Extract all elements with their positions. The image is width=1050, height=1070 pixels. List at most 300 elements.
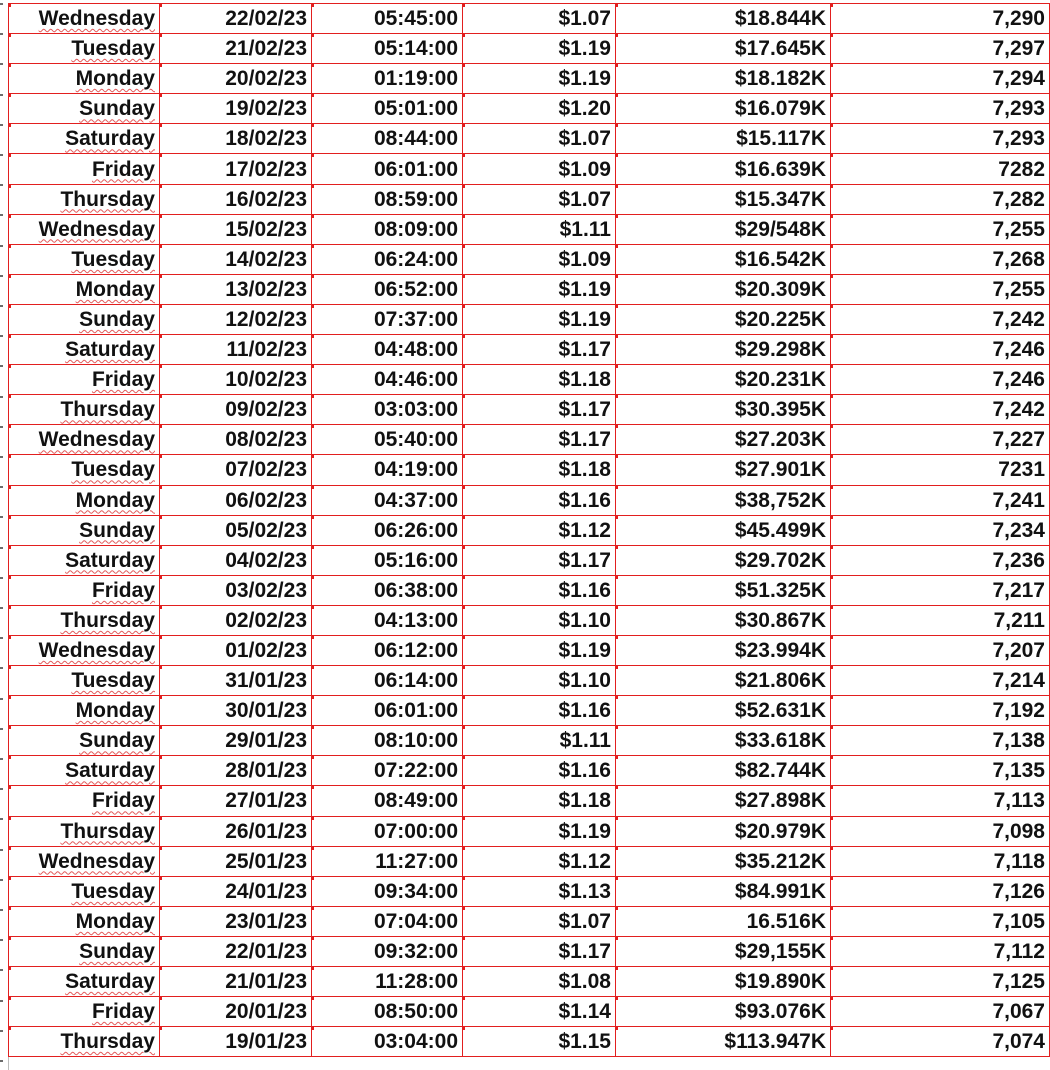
price-cell[interactable]: $1.19 [463, 34, 616, 64]
weekday-cell[interactable] [9, 124, 160, 154]
time-cell[interactable]: 09:34:00 [312, 876, 463, 906]
time-cell[interactable]: 08:59:00 [312, 184, 463, 214]
table-row [9, 304, 1050, 334]
count-cell[interactable]: 7,217 [831, 575, 1050, 605]
weekday-cell[interactable] [9, 244, 160, 274]
row-divider-tick [0, 849, 3, 851]
time-cell[interactable]: 05:40:00 [312, 425, 463, 455]
weekday-text: Wednesday [38, 428, 155, 452]
weekday-text: Friday [91, 789, 155, 813]
weekday-cell[interactable] [9, 635, 160, 665]
row-divider-tick [0, 365, 3, 367]
weekday-cell[interactable] [9, 605, 160, 635]
weekday-cell[interactable] [9, 666, 160, 696]
count-cell[interactable]: 7,067 [831, 997, 1050, 1027]
count-cell[interactable]: 7,297 [831, 34, 1050, 64]
time-cell[interactable]: 05:16:00 [312, 545, 463, 575]
price-cell[interactable]: $1.07 [463, 4, 616, 34]
date-cell[interactable]: 06/02/23 [160, 485, 312, 515]
row-divider-tick [0, 969, 3, 971]
weekday-text: Thursday [60, 187, 155, 211]
table-row [9, 726, 1050, 756]
price-cell[interactable]: $1.14 [463, 997, 616, 1027]
count-cell[interactable]: 7,294 [831, 64, 1050, 94]
date-cell[interactable]: 19/02/23 [160, 94, 312, 124]
time-cell[interactable]: 08:49:00 [312, 786, 463, 816]
time-cell[interactable]: 06:01:00 [312, 696, 463, 726]
row-divider-tick [0, 758, 3, 760]
weekday-text: Tuesday [71, 458, 155, 482]
count-cell[interactable]: 7,236 [831, 545, 1050, 575]
price-cell[interactable]: $1.18 [463, 786, 616, 816]
date-cell[interactable]: 12/02/23 [160, 304, 312, 334]
weekday-text: Wednesday [38, 849, 155, 873]
row-divider-tick [0, 818, 3, 820]
table-row [9, 635, 1050, 665]
time-cell[interactable]: 06:12:00 [312, 635, 463, 665]
price-cell[interactable]: $1.09 [463, 154, 616, 184]
date-cell[interactable]: 05/02/23 [160, 515, 312, 545]
price-cell[interactable]: $1.16 [463, 485, 616, 515]
date-cell[interactable]: 28/01/23 [160, 756, 312, 786]
table-row [9, 997, 1050, 1027]
weekday-cell[interactable] [9, 756, 160, 786]
weekday-text: Monday [75, 699, 155, 723]
table-row [9, 455, 1050, 485]
count-cell[interactable]: 7,211 [831, 605, 1050, 635]
time-cell[interactable]: 07:00:00 [312, 816, 463, 846]
row-divider-tick [0, 728, 3, 730]
row-divider-tick [0, 667, 3, 669]
count-cell[interactable]: 7,290 [831, 4, 1050, 34]
price-cell[interactable]: $1.16 [463, 756, 616, 786]
count-cell[interactable]: 7,242 [831, 304, 1050, 334]
time-cell[interactable]: 04:13:00 [312, 605, 463, 635]
date-cell[interactable]: 13/02/23 [160, 274, 312, 304]
row-divider-tick [0, 1060, 3, 1062]
table-row [9, 365, 1050, 395]
price-cell[interactable]: $1.17 [463, 545, 616, 575]
count-cell[interactable]: 7,207 [831, 635, 1050, 665]
volume-cell[interactable]: $20.225K [616, 304, 831, 334]
volume-cell[interactable]: $18.844K [616, 4, 831, 34]
date-cell[interactable]: 21/01/23 [160, 967, 312, 997]
row-divider-tick [0, 486, 3, 488]
count-cell[interactable]: 7,125 [831, 967, 1050, 997]
volume-cell[interactable]: $45.499K [616, 515, 831, 545]
table-row [9, 425, 1050, 455]
weekday-cell[interactable] [9, 786, 160, 816]
date-cell[interactable]: 14/02/23 [160, 244, 312, 274]
weekday-text: Saturday [65, 970, 155, 994]
volume-cell[interactable]: $84.991K [616, 876, 831, 906]
weekday-text: Monday [75, 67, 155, 91]
count-cell[interactable]: 7231 [831, 455, 1050, 485]
weekday-cell[interactable] [9, 967, 160, 997]
volume-cell[interactable]: $27.898K [616, 786, 831, 816]
weekday-text: Friday [91, 368, 155, 392]
date-cell[interactable]: 07/02/23 [160, 455, 312, 485]
count-cell[interactable]: 7,234 [831, 515, 1050, 545]
volume-cell[interactable]: $20.309K [616, 274, 831, 304]
table-row [9, 154, 1050, 184]
time-cell[interactable]: 04:19:00 [312, 455, 463, 485]
table-row [9, 906, 1050, 936]
volume-cell[interactable]: $20.979K [616, 816, 831, 846]
price-cell[interactable]: $1.13 [463, 876, 616, 906]
date-cell[interactable]: 21/02/23 [160, 34, 312, 64]
volume-cell[interactable]: $27.203K [616, 425, 831, 455]
table-row [9, 967, 1050, 997]
date-cell[interactable]: 03/02/23 [160, 575, 312, 605]
count-cell[interactable]: 7,135 [831, 756, 1050, 786]
price-cell[interactable]: $1.10 [463, 605, 616, 635]
weekday-text: Thursday [60, 398, 155, 422]
date-cell[interactable]: 30/01/23 [160, 696, 312, 726]
weekday-cell[interactable] [9, 274, 160, 304]
table-row [9, 786, 1050, 816]
weekday-text: Sunday [79, 729, 155, 753]
table-row [9, 244, 1050, 274]
time-cell[interactable]: 06:38:00 [312, 575, 463, 605]
weekday-cell[interactable] [9, 696, 160, 726]
count-cell[interactable]: 7,126 [831, 876, 1050, 906]
date-cell[interactable]: 27/01/23 [160, 786, 312, 816]
price-cell[interactable]: $1.19 [463, 304, 616, 334]
row-divider-tick [0, 305, 3, 307]
volume-cell[interactable]: $29.702K [616, 545, 831, 575]
row-divider-tick [0, 577, 3, 579]
date-cell[interactable]: 16/02/23 [160, 184, 312, 214]
table-row [9, 214, 1050, 244]
price-cell[interactable]: $1.20 [463, 94, 616, 124]
weekday-text: Sunday [79, 518, 155, 542]
weekday-cell[interactable] [9, 936, 160, 966]
time-cell[interactable]: 07:04:00 [312, 906, 463, 936]
weekday-text: Sunday [79, 939, 155, 963]
volume-cell[interactable]: $30.867K [616, 605, 831, 635]
time-cell[interactable]: 05:01:00 [312, 94, 463, 124]
weekday-text: Tuesday [71, 37, 155, 61]
weekday-cell[interactable] [9, 94, 160, 124]
table-row [9, 335, 1050, 365]
row-divider-tick [0, 396, 3, 398]
weekday-cell[interactable] [9, 575, 160, 605]
volume-cell[interactable]: $27.901K [616, 455, 831, 485]
count-cell[interactable]: 7,242 [831, 395, 1050, 425]
table-row [9, 395, 1050, 425]
price-cell[interactable]: $1.19 [463, 274, 616, 304]
count-cell[interactable]: 7,112 [831, 936, 1050, 966]
weekday-cell[interactable] [9, 34, 160, 64]
time-cell[interactable]: 05:14:00 [312, 34, 463, 64]
weekday-cell[interactable] [9, 335, 160, 365]
weekday-text: Tuesday [71, 879, 155, 903]
weekday-text: Thursday [60, 608, 155, 632]
row-divider-tick [0, 124, 3, 126]
count-cell[interactable]: 7,227 [831, 425, 1050, 455]
volume-cell[interactable]: $17.645K [616, 34, 831, 64]
weekday-text: Wednesday [38, 7, 155, 31]
count-cell[interactable]: 7,246 [831, 335, 1050, 365]
volume-cell[interactable]: $30.395K [616, 395, 831, 425]
date-cell[interactable]: 18/02/23 [160, 124, 312, 154]
time-cell[interactable]: 09:32:00 [312, 936, 463, 966]
price-cell[interactable]: $1.12 [463, 515, 616, 545]
table-row [9, 34, 1050, 64]
row-divider-tick [0, 335, 3, 337]
time-cell[interactable]: 06:01:00 [312, 154, 463, 184]
weekday-cell[interactable] [9, 485, 160, 515]
date-cell[interactable]: 29/01/23 [160, 726, 312, 756]
date-cell[interactable]: 22/02/23 [160, 4, 312, 34]
row-divider-tick [0, 516, 3, 518]
time-cell[interactable]: 07:37:00 [312, 304, 463, 334]
weekday-text: Friday [91, 578, 155, 602]
time-cell[interactable]: 05:45:00 [312, 4, 463, 34]
date-cell[interactable]: 17/02/23 [160, 154, 312, 184]
price-cell[interactable]: $1.16 [463, 696, 616, 726]
volume-cell[interactable]: $93.076K [616, 997, 831, 1027]
count-cell[interactable]: 7,255 [831, 274, 1050, 304]
weekday-cell[interactable] [9, 515, 160, 545]
weekday-text: Friday [91, 1000, 155, 1024]
weekday-text: Saturday [65, 127, 155, 151]
time-cell[interactable]: 04:48:00 [312, 335, 463, 365]
weekday-cell[interactable] [9, 876, 160, 906]
price-cell[interactable]: $1.09 [463, 244, 616, 274]
row-divider-tick [0, 879, 3, 881]
volume-cell[interactable]: $18.182K [616, 64, 831, 94]
date-cell[interactable]: 02/02/23 [160, 605, 312, 635]
row-divider-tick [0, 94, 3, 96]
date-cell[interactable]: 11/02/23 [160, 335, 312, 365]
row-divider-tick [0, 245, 3, 247]
date-cell[interactable]: 08/02/23 [160, 425, 312, 455]
row-divider-tick [0, 456, 3, 458]
volume-cell[interactable]: $33.618K [616, 726, 831, 756]
date-cell[interactable]: 22/01/23 [160, 936, 312, 966]
date-cell[interactable]: 31/01/23 [160, 666, 312, 696]
count-cell[interactable]: 7,098 [831, 816, 1050, 846]
price-cell[interactable]: $1.19 [463, 64, 616, 94]
time-cell[interactable]: 04:37:00 [312, 485, 463, 515]
row-divider-tick [0, 637, 3, 639]
weekday-cell[interactable] [9, 1027, 160, 1057]
weekday-cell[interactable] [9, 997, 160, 1027]
date-cell[interactable]: 01/02/23 [160, 635, 312, 665]
weekday-text: Tuesday [71, 247, 155, 271]
volume-cell[interactable]: $15.347K [616, 184, 831, 214]
volume-cell[interactable]: $21.806K [616, 666, 831, 696]
weekday-text: Saturday [65, 759, 155, 783]
time-cell[interactable]: 06:24:00 [312, 244, 463, 274]
volume-cell[interactable]: $38,752K [616, 485, 831, 515]
price-cell[interactable]: $1.08 [463, 967, 616, 997]
price-cell[interactable]: $1.17 [463, 335, 616, 365]
table-row [9, 485, 1050, 515]
time-cell[interactable]: 11:28:00 [312, 967, 463, 997]
count-cell[interactable]: 7,074 [831, 1027, 1050, 1057]
table-row [9, 936, 1050, 966]
table-row [9, 1027, 1050, 1057]
price-cell[interactable]: $1.11 [463, 726, 616, 756]
date-cell[interactable]: 25/01/23 [160, 846, 312, 876]
time-cell[interactable]: 03:03:00 [312, 395, 463, 425]
weekday-cell[interactable] [9, 4, 160, 34]
weekday-cell[interactable] [9, 455, 160, 485]
price-cell[interactable]: $1.17 [463, 936, 616, 966]
data-grid [8, 3, 1050, 1057]
price-cell[interactable]: $1.07 [463, 124, 616, 154]
volume-cell[interactable]: $51.325K [616, 575, 831, 605]
weekday-text: Wednesday [38, 639, 155, 663]
weekday-cell[interactable] [9, 906, 160, 936]
time-cell[interactable]: 06:14:00 [312, 666, 463, 696]
count-cell[interactable]: 7,255 [831, 214, 1050, 244]
time-cell[interactable]: 03:04:00 [312, 1027, 463, 1057]
price-cell[interactable]: $1.19 [463, 816, 616, 846]
weekday-text: Thursday [60, 1030, 155, 1054]
volume-cell[interactable]: 16.516K [616, 906, 831, 936]
price-cell[interactable]: $1.10 [463, 666, 616, 696]
volume-cell[interactable]: $23.994K [616, 635, 831, 665]
date-cell[interactable]: 24/01/23 [160, 876, 312, 906]
row-divider-tick [0, 607, 3, 609]
row-divider-tick [0, 788, 3, 790]
weekday-cell[interactable] [9, 846, 160, 876]
volume-cell[interactable]: $16.639K [616, 154, 831, 184]
price-cell[interactable]: $1.07 [463, 184, 616, 214]
price-cell[interactable]: $1.17 [463, 425, 616, 455]
price-cell[interactable]: $1.17 [463, 395, 616, 425]
time-cell[interactable]: 07:22:00 [312, 756, 463, 786]
date-cell[interactable]: 15/02/23 [160, 214, 312, 244]
volume-cell[interactable]: $16.542K [616, 244, 831, 274]
price-cell[interactable]: $1.15 [463, 1027, 616, 1057]
volume-cell[interactable]: $29.298K [616, 335, 831, 365]
count-cell[interactable]: 7,113 [831, 786, 1050, 816]
row-divider-tick [0, 426, 3, 428]
weekday-cell[interactable] [9, 184, 160, 214]
volume-cell[interactable]: $82.744K [616, 756, 831, 786]
weekday-cell[interactable] [9, 726, 160, 756]
time-cell[interactable]: 08:10:00 [312, 726, 463, 756]
row-divider-tick [0, 154, 3, 156]
row-divider-tick [0, 214, 3, 216]
date-cell[interactable]: 20/02/23 [160, 64, 312, 94]
date-cell[interactable]: 09/02/23 [160, 395, 312, 425]
weekday-text: Sunday [79, 307, 155, 331]
date-cell[interactable]: 23/01/23 [160, 906, 312, 936]
grid-body [9, 4, 1050, 1057]
table-row [9, 816, 1050, 846]
weekday-cell[interactable] [9, 425, 160, 455]
volume-cell[interactable]: $20.231K [616, 365, 831, 395]
volume-cell[interactable]: $52.631K [616, 696, 831, 726]
count-cell[interactable]: 7,293 [831, 94, 1050, 124]
count-cell[interactable]: 7,105 [831, 906, 1050, 936]
table-row [9, 4, 1050, 34]
time-cell[interactable]: 08:09:00 [312, 214, 463, 244]
price-cell[interactable]: $1.19 [463, 635, 616, 665]
time-cell[interactable]: 06:52:00 [312, 274, 463, 304]
volume-cell[interactable]: $19.890K [616, 967, 831, 997]
time-cell[interactable]: 01:19:00 [312, 64, 463, 94]
count-cell[interactable]: 7,241 [831, 485, 1050, 515]
weekday-cell[interactable] [9, 816, 160, 846]
date-cell[interactable]: 26/01/23 [160, 816, 312, 846]
time-cell[interactable]: 08:44:00 [312, 124, 463, 154]
price-cell[interactable]: $1.11 [463, 214, 616, 244]
time-cell[interactable]: 08:50:00 [312, 997, 463, 1027]
table-row [9, 515, 1050, 545]
volume-cell[interactable]: $16.079K [616, 94, 831, 124]
weekday-cell[interactable] [9, 64, 160, 94]
row-divider-tick [0, 909, 3, 911]
volume-cell[interactable]: $35.212K [616, 846, 831, 876]
table-row [9, 756, 1050, 786]
row-divider-tick [0, 1000, 3, 1002]
volume-cell[interactable]: $15.117K [616, 124, 831, 154]
date-cell[interactable]: 10/02/23 [160, 365, 312, 395]
date-cell[interactable]: 19/01/23 [160, 1027, 312, 1057]
weekday-cell[interactable] [9, 545, 160, 575]
count-cell[interactable]: 7,138 [831, 726, 1050, 756]
volume-cell[interactable]: $113.947K [616, 1027, 831, 1057]
weekday-cell[interactable] [9, 395, 160, 425]
row-divider-tick [0, 3, 3, 5]
weekday-text: Sunday [79, 97, 155, 121]
count-cell[interactable]: 7,214 [831, 666, 1050, 696]
count-cell[interactable]: 7,192 [831, 696, 1050, 726]
weekday-cell[interactable] [9, 214, 160, 244]
count-cell[interactable]: 7282 [831, 154, 1050, 184]
date-cell[interactable]: 04/02/23 [160, 545, 312, 575]
count-cell[interactable]: 7,118 [831, 846, 1050, 876]
price-cell[interactable]: $1.07 [463, 906, 616, 936]
date-cell[interactable]: 20/01/23 [160, 997, 312, 1027]
volume-cell[interactable]: $29,155K [616, 936, 831, 966]
price-cell[interactable]: $1.12 [463, 846, 616, 876]
weekday-text: Thursday [60, 819, 155, 843]
row-divider-tick [0, 184, 3, 186]
weekday-text: Saturday [65, 548, 155, 572]
table-row [9, 575, 1050, 605]
count-cell[interactable]: 7,268 [831, 244, 1050, 274]
time-cell[interactable]: 06:26:00 [312, 515, 463, 545]
count-cell[interactable]: 7,282 [831, 184, 1050, 214]
table-row [9, 605, 1050, 635]
count-cell[interactable]: 7,293 [831, 124, 1050, 154]
weekday-text: Monday [75, 488, 155, 512]
table-row [9, 274, 1050, 304]
time-cell[interactable]: 04:46:00 [312, 365, 463, 395]
price-cell[interactable]: $1.18 [463, 365, 616, 395]
weekday-cell[interactable] [9, 154, 160, 184]
row-divider-tick [0, 547, 3, 549]
count-cell[interactable]: 7,246 [831, 365, 1050, 395]
volume-cell[interactable]: $29/548K [616, 214, 831, 244]
row-divider-tick [0, 698, 3, 700]
row-divider-tick [0, 1030, 3, 1032]
price-cell[interactable]: $1.16 [463, 575, 616, 605]
price-cell[interactable]: $1.18 [463, 455, 616, 485]
weekday-cell[interactable] [9, 365, 160, 395]
weekday-cell[interactable] [9, 304, 160, 334]
weekday-text: Friday [91, 157, 155, 181]
time-cell[interactable]: 11:27:00 [312, 846, 463, 876]
